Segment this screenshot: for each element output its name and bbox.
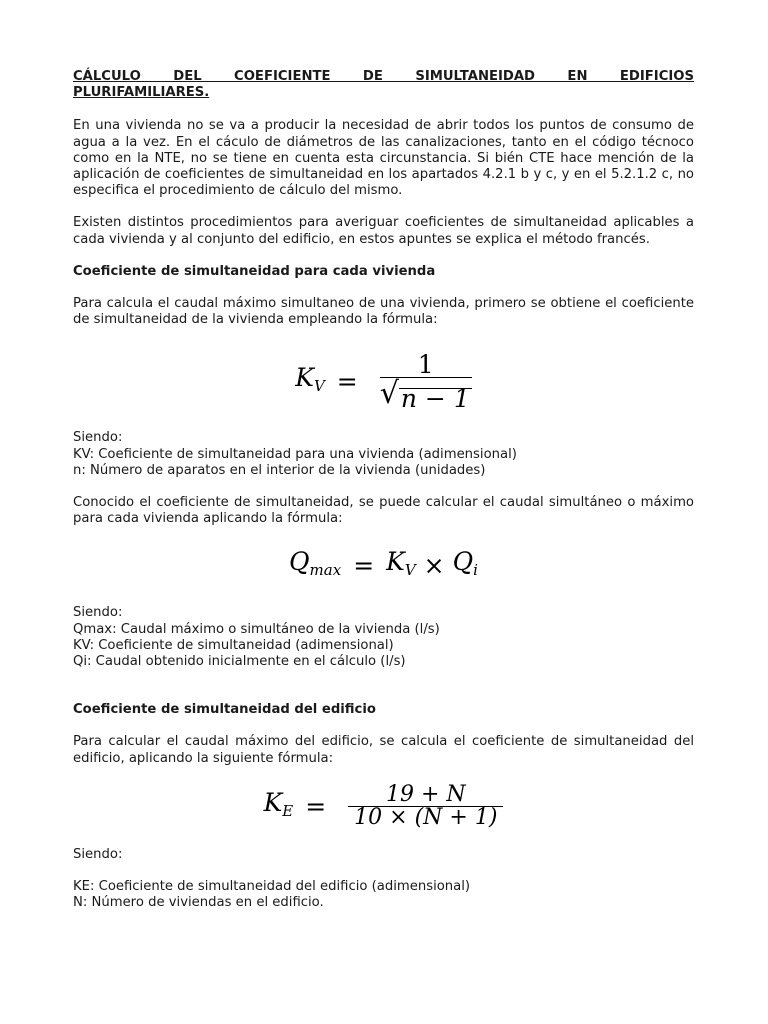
formula-ke-lhs: K (263, 787, 283, 817)
where-item: KV: Coeficiente de simultaneidad (adimensional) (73, 637, 394, 653)
formula-qmax-k-sub: V (404, 561, 416, 580)
formula-kv-numerator: 1 (417, 350, 434, 380)
section-heading-edificio: Coeficiente de simultaneidad del edificio (73, 702, 376, 718)
title-line-2: PLURIFAMILIARES. (73, 85, 210, 101)
intro-paragraph-1: En una vivienda no se va a producir la necesidad de abrir todos los puntos de consumo de agua a la vez. En el cáculo de diámetros de las canalizaciones, tanto en el código técnoco como en la NTE, no se tiene en cuenta esta circunstancia. Si bién CTE hace mención de la aplicación de coeficientes de simultaneidad en los apartados 4.2.1 b y c, y en el 5.2.1.2 c, no especifica el procedimiento de cálculo del mismo. (73, 118, 694, 199)
formula-qmax-qi: Q (452, 547, 474, 577)
formula-ke-fraction (348, 782, 503, 831)
where-label: Siendo: (73, 430, 123, 446)
document-title (73, 69, 694, 101)
formula-kv-lhs-sub: V (313, 377, 325, 396)
where-item: n: Número de aparatos en el interior de la vivienda (unidades) (73, 462, 486, 478)
formula-qmax-q: Q (289, 547, 310, 577)
where-label: Siendo: (73, 605, 123, 621)
formula-kv-lhs: K (295, 363, 314, 393)
formula-kv-equals: = (336, 367, 358, 397)
section1-where-list-2 (73, 605, 694, 670)
intro-paragraph-2: Existen distintos procedimientos para averiguar coeficientes de simultaneidad aplicables a cada vivienda y al conjunto del edificio, en estos apuntes se explica el método francés. (73, 215, 694, 247)
formula-ke (73, 767, 694, 847)
sqrt-symbol: √ (379, 375, 399, 411)
where-item: KE: Coeficiente de simultaneidad del edificio (adimensional) (73, 879, 471, 895)
title-line-1: CÁLCULO DEL COEFICIENTE DE SIMULTANEIDAD EN EDIFICIOS (73, 69, 694, 84)
formula-ke-lhs-sub: E (282, 801, 294, 820)
where-item: Qi: Caudal obtenido inicialmente en el cálculo (l/s) (73, 654, 406, 670)
formula-qmax-times: × (423, 551, 445, 581)
where-label: Siendo: (73, 846, 123, 862)
formula-kv-fraction (379, 350, 472, 414)
section1-paragraph-2: Conocido el coeficiente de simultaneidad, se puede calcular el caudal simultáneo o máximo para cada vivienda aplicando la fórmula: (73, 495, 694, 527)
formula-kv-denominator: n − 1 (400, 384, 470, 414)
where-item: N: Número de viviendas en el edificio. (73, 895, 324, 911)
section-heading-vivienda: Coeficiente de simultaneidad para cada vivienda (73, 263, 436, 279)
formula-ke-equals: = (305, 791, 327, 821)
section2-where-list (73, 879, 694, 911)
document-page (73, 69, 694, 911)
formula-qmax-sub: max (309, 561, 342, 580)
formula-qmax-k: K (386, 547, 405, 577)
formula-qmax-equals: = (353, 551, 375, 581)
formula-qmax (73, 527, 694, 605)
where-item: Qmax: Caudal máximo o simultáneo de la vivienda (l/s) (73, 621, 440, 637)
section1-where-list-1 (73, 430, 694, 479)
section1-paragraph-1: Para calcula el caudal máximo simultaneo de una vivienda, primero se obtiene el coeficiente de simultaneidad de la vivienda empleando la fórmula: (73, 296, 694, 328)
where-item: KV: Coeficiente de simultaneidad para una vivienda (adimensional) (73, 446, 517, 462)
formula-kv (73, 336, 694, 428)
section2-paragraph-1: Para calcular el caudal máximo del edificio, se calcula el coeficiente de simultaneidad del edificio, aplicando la siguiente fórmula: (73, 734, 694, 766)
formula-kv-sqrt (379, 375, 472, 414)
formula-ke-denominator: 10 × (N + 1) (348, 806, 503, 826)
formula-ke-numerator: 19 + N (385, 782, 466, 808)
formula-qmax-qi-sub: i (473, 561, 478, 580)
